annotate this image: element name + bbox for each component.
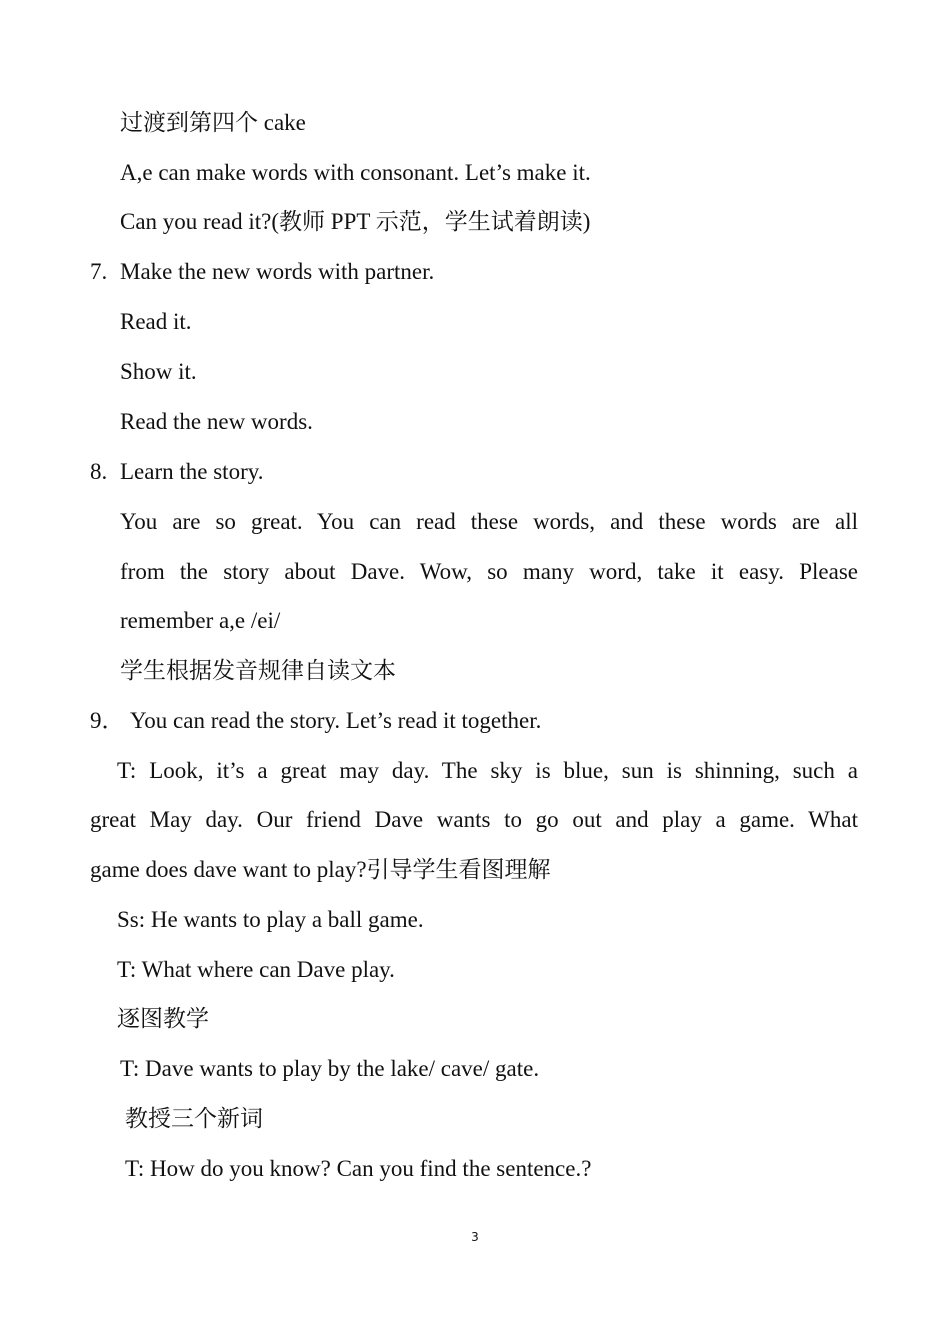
text-line: You are so great. You can read these words, and these words are all (120, 509, 858, 534)
text-line: Show it. (120, 359, 197, 384)
text-line: 教授三个新词 (125, 1106, 263, 1131)
text-line: great May day. Our friend Dave wants to go out and play a game. What (90, 807, 858, 832)
text-line: Can you read it?(教师 PPT 示范，学生试着朗读) (120, 209, 591, 234)
text-line: T: How do you know? Can you find the sentence.? (125, 1156, 592, 1181)
text-line: game does dave want to play?引导学生看图理解 (90, 857, 551, 882)
text-line: Read it. (120, 309, 192, 334)
list-number: 7. (90, 259, 108, 284)
text-line: 逐图教学 (117, 1006, 209, 1031)
text-line: Read the new words. (120, 409, 313, 434)
text-line: T: Dave wants to play by the lake/ cave/ gate. (120, 1056, 540, 1081)
text-line: T: What where can Dave play. (117, 957, 395, 982)
page-number: 3 (471, 1230, 479, 1244)
text-line: Ss: He wants to play a ball game. (117, 907, 424, 932)
list-number: 8. (90, 459, 108, 484)
text-line: 过渡到第四个 cake (120, 110, 306, 135)
list-item-text: Learn the story. (120, 459, 264, 484)
text-line: remember a,e /ei/ (120, 608, 281, 633)
text-line: from the story about Dave. Wow, so many word, take it easy. Please (120, 559, 858, 584)
list-item-text: Make the new words with partner. (120, 259, 435, 284)
list-item-text: You can read the story. Let’s read it together. (130, 708, 542, 733)
list-number: 9． (90, 708, 125, 733)
text-line: A,e can make words with consonant. Let’s make it. (120, 160, 591, 185)
text-line: T: Look, it’s a great may day. The sky is blue, sun is shinning, such a (117, 758, 858, 783)
text-line: 学生根据发音规律自读文本 (120, 658, 396, 683)
